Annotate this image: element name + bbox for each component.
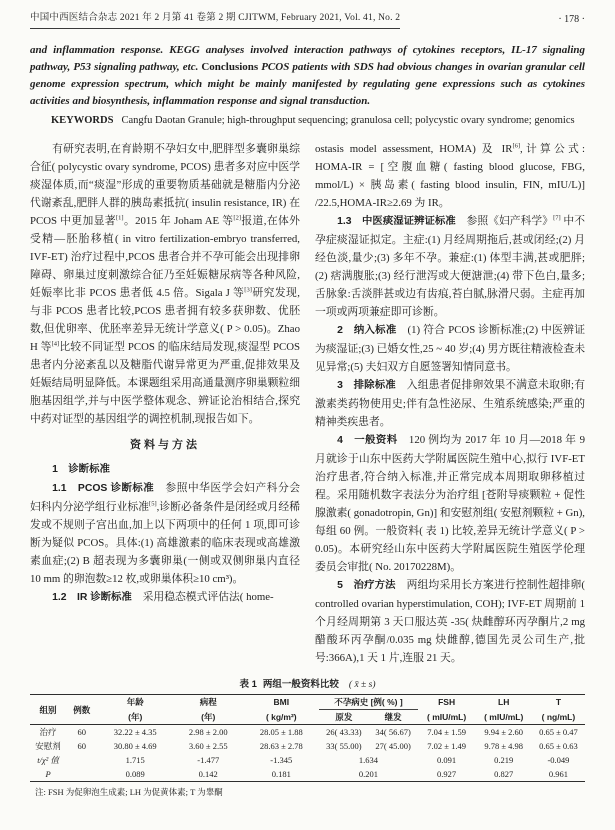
table-header-row-2 <box>30 710 585 725</box>
value-cell: 34( 56.67) <box>375 727 411 737</box>
keywords-line <box>30 112 585 129</box>
value-cell: 7.02 ± 1.49 <box>427 741 466 751</box>
value-cell: 7.04 ± 1.59 <box>427 727 466 737</box>
body-paragraph: 4 一般资料 120 例均为 2017 年 10 月—2018 年 9 月就诊于山东中医药大学附属医院生殖中心,拟行 IVF-ET 治疗患者,符合纳入标准,并正常完成本周期取卵移植过程。采用随机数字表法分为治疗组 [苍附导痰颗粒 + 促性腺激素( gonadotropin, Gn)] 和安慰剂组( 安慰剂颗粒 + Gn),每组 60 例。一般资料( 表 1) 比较,差异无统计学意义( P > 0.05)。本研究经山东中医药大学附属医院生殖医学伦理委员会审批( No. 20170228M)。 <box>315 434 586 573</box>
body-columns <box>30 140 585 667</box>
row-label-cell: 治疗 <box>39 727 57 737</box>
paragraph-lead: 1.1 PCOS 诊断标准 <box>52 483 155 494</box>
table-caption: 两组一般资料比较 <box>262 679 339 690</box>
col-header-duration: 病程 <box>199 697 217 708</box>
table-number: 表 1 <box>239 679 257 690</box>
table-body <box>30 725 585 782</box>
citation-ref: [2] <box>233 214 241 222</box>
citation-ref: [5] <box>149 500 157 508</box>
table-header <box>30 695 585 725</box>
left-column <box>30 140 300 667</box>
value-cell: 0.219 <box>494 755 514 765</box>
table-footnote: 注: FSH 为促卵泡生成素; LH 为促黄体素; T 为睾酮 <box>35 787 223 797</box>
paragraph-lead: 1.3 中医痰湿证辨证标准 <box>337 216 456 227</box>
keywords-label: KEYWORDS <box>51 115 114 126</box>
running-head <box>30 12 585 29</box>
value-cell: -1.345 <box>270 755 293 765</box>
value-cell: 30.80 ± 4.69 <box>113 741 157 751</box>
table-title <box>30 676 585 690</box>
table-row <box>30 739 585 753</box>
body-paragraph: 1.2 IR 诊断标准 采用稳态模式评估法( home- <box>52 591 274 603</box>
general-data-table <box>30 694 585 782</box>
col-header-fsh: FSH <box>438 697 456 708</box>
value-cell: 2.98 ± 2.00 <box>188 727 228 737</box>
journal-citation-line: 中国中西医结合杂志 2021 年 2 月第 41 卷第 2 期 CJITWM, February 2021, Vol. 41, No. 2 <box>30 12 400 29</box>
row-label-cell: P <box>45 769 51 779</box>
value-cell: 33( 55.00) <box>326 741 362 751</box>
value-cell: 0.65 ± 0.47 <box>539 727 578 737</box>
body-paragraph: 5 治疗方法 两组均采用长方案进行控制性超排卵( controlled ovarian hyperstimulation, COH); IVF-ET 周期前 1 个月经周期第 3 天口服达英 -35( 炔雌醇环丙孕酮片,2 mg 醋酸环丙孕酮/0.035 mg 炔雌醇,德国先灵公司生产,批号:366A),1 天 1 片,连服 21 天。 <box>315 579 585 664</box>
body-paragraph: 3 排除标准 入组患者促排卵效果不满意未取卵;有激素类药物使用史;伴有急性泌尿、生殖系统感染;严重的精神类疾患者。 <box>315 379 585 428</box>
body-paragraph: ostasis model assessment, HOMA) 及 IR[6],计算公式: HOMA-IR = [空腹血糖( fasting blood glucose, FBG, mmol/L) × 胰岛素( fasting blood insulin, FIN, mIU/L)] /22.5,HOMA-IR≥2.69 为 IR。 <box>315 142 585 209</box>
citation-ref: [1] <box>115 214 124 222</box>
col-header-age: 年龄 <box>126 697 144 708</box>
value-cell: 60 <box>77 741 86 751</box>
paragraph-lead: 1.2 IR 诊断标准 <box>52 592 132 603</box>
abstract-conclusions-label: Conclusions <box>201 61 259 73</box>
table-row <box>30 753 585 767</box>
body-paragraph: 有研究表明,在育龄期不孕妇女中,肥胖型多囊卵巢综合征( polycystic ovary syndrome, PCOS) 患者多对应中医学痰湿体质,而“痰湿”形成的重要物质基础就是糖脂内分泌代谢紊乱,肥胖人群的胰岛素抵抗( insulin resistance, IR) 在 PCOS 中更加显著[1]。2015 年 Joham AE 等[2]报道,在体外受精—胚胎移植( in vitro fertilization-embryo transferred, IVF-ET) 治疗过程中,PCOS 患者合并不孕可能会出现排卵障碍、卵巢过度刺激综合征乃至妊娠糖尿病等各种风险,妊娠率比非 PCOS 患者低 4.5 倍。Sigala J 等[3]研究发现,与非 PCOS 患者比较,PCOS 患者拥有较多获卵数、优胚数,但优卵率、优胚率差异无统计学意义( P > 0.05)。Zhao H 等[4]比较不同证型 PCOS 的临床结局发现,痰湿型 PCOS 患者内分泌紊乱以及糖脂代谢异常更为严重,促排效果及妊娠结局明显降低。本课题组采用高通量测序卵巢颗粒细胞基因组学,并与中医学整体观念、辨证论治相结合,探究中药对证型的基因组学的调控机制,现报告如下。 <box>30 143 301 425</box>
value-cell: 0.089 <box>125 769 145 779</box>
value-cell: -1.477 <box>197 755 220 765</box>
value-cell: 28.63 ± 2.78 <box>259 741 303 751</box>
value-cell <box>66 753 97 767</box>
row-label-cell: t/χ² 值 <box>37 755 59 765</box>
value-cell: 9.78 ± 4.98 <box>484 741 524 751</box>
paragraph-lead: 1 诊断标准 <box>52 464 110 475</box>
col-header-n: 例数 <box>73 704 91 715</box>
paragraph-lead: 4 一般资料 <box>337 435 398 446</box>
table1-section <box>30 676 585 798</box>
value-cell: 0.142 <box>198 769 218 779</box>
value-cell: 32.22 ± 4.35 <box>113 727 157 737</box>
citation-ref: [4] <box>51 340 60 348</box>
value-cell: 0.201 <box>358 769 379 779</box>
col-unit-bmi: ( kg/m²) <box>265 711 297 722</box>
paragraph-lead: 3 排除标准 <box>337 380 396 391</box>
citation-ref: [3] <box>244 286 252 294</box>
value-cell <box>66 767 97 782</box>
value-cell: 27( 45.00) <box>375 741 411 751</box>
value-cell: 26( 43.33) <box>326 727 362 737</box>
value-cell: 60 <box>77 727 86 737</box>
value-cell: 0.927 <box>437 769 457 779</box>
col-header-infertility-history: 不孕病史 [例( %) ] <box>319 695 417 710</box>
body-paragraph: 1.3 中医痰湿证辨证标准 参照《妇产科学》[7] 中不孕症痰湿证拟定。主症:(1) 月经周期拖后,甚或闭经;(2) 月经色淡,量少;(3) 多年不孕。兼症:(1) 体型丰满,甚或肥胖;(2) 痞满腹胀;(3) 经行泄泻或大便溏泄;(4) 带下色白,量多;舌脉象:舌淡胖甚或边有齿痕,苔白腻,脉滑尺弱。主症再加一项或两项兼症即可诊断。 <box>315 214 585 318</box>
paragraph-lead: 5 治疗方法 <box>337 580 396 591</box>
value-cell: 0.961 <box>548 769 568 779</box>
abstract-part1: and inflammation response. KEGG analyses involved interaction pathways of cytokines receptors, IL-17 signaling pathway, P53 signaling pathway, etc. <box>30 44 585 73</box>
col-unit-fsh: ( mIU/mL) <box>427 711 467 722</box>
keywords-text: Cangfu Daotan Granule; high-throughput sequencing; granulosa cell; polycystic ovary syndrome; genomics <box>121 115 575 126</box>
col-header-group: 组别 <box>39 704 57 715</box>
table-row <box>30 767 585 782</box>
col-header-t: T <box>555 697 562 708</box>
col-unit-t: ( ng/mL) <box>541 711 576 722</box>
body-paragraph: 1.1 PCOS 诊断标准 参照中华医学会妇产科分会妇科内分泌学组行业标准[5],诊断必备条件是闭经或月经稀发或不规则子宫出血,加上以下两项中的任何 1 项,即可诊断为疑似 PCOS。具体:(1) 高雄激素的临床表现或高雄激素血症;(2) B 超表现为多囊卵巢(一侧或双侧卵巢内直径 10 mm 的卵泡数≥12 枚,或卵巢体积≥10 cm³)。 <box>30 482 300 585</box>
body-paragraph: 2 纳入标准 (1) 符合 PCOS 诊断标准;(2) 中医辨证为痰湿证;(3) 已婚女性,25 ~ 40 岁;(4) 男方既往精液检查未见异常;(5) 夫妇双方自愿签署知情同意书。 <box>315 324 586 373</box>
col-header-primary: 原发 <box>335 712 353 722</box>
table-header-row-1 <box>30 695 585 710</box>
value-cell: 0.181 <box>271 769 291 779</box>
table-row <box>30 725 585 740</box>
citation-ref: [7] <box>553 214 561 222</box>
row-label-cell: 安慰剂 <box>35 741 61 751</box>
section-heading: 资料与方法 <box>130 439 200 451</box>
value-cell: 3.60 ± 2.55 <box>188 741 228 751</box>
col-unit-age: (年) <box>128 711 143 722</box>
col-unit-lh: ( mIU/mL) <box>484 711 524 722</box>
abstract-part2: PCOS patients with SDS had obvious changes in ovarian granular cell genome expression spectrum, which might be mainly manifested by regulating gene expressions such as cytokines activities and biosynthesis, inflammation response and signal transduction. <box>30 61 585 107</box>
value-cell: 1.634 <box>358 755 379 765</box>
body-paragraph <box>30 460 300 479</box>
value-cell: 9.94 ± 2.60 <box>484 727 524 737</box>
paragraph-lead: 2 纳入标准 <box>337 325 397 336</box>
page-number: · 178 · <box>558 14 585 25</box>
col-unit-duration: (年) <box>201 711 216 722</box>
value-cell: -0.049 <box>547 755 570 765</box>
abstract-text <box>30 42 585 110</box>
value-cell: 0.827 <box>494 769 514 779</box>
value-cell: 0.65 ± 0.63 <box>539 741 578 751</box>
value-cell: 0.091 <box>437 755 457 765</box>
right-column <box>315 140 585 667</box>
value-cell: 28.05 ± 1.88 <box>259 727 303 737</box>
citation-ref: [6] <box>512 142 521 150</box>
table-stat-note: ( x̄ ± s) <box>348 680 376 690</box>
col-header-secondary: 继发 <box>384 712 402 722</box>
col-header-bmi: BMI <box>273 697 290 708</box>
value-cell: 1.715 <box>125 755 145 765</box>
col-header-lh: LH <box>498 697 510 708</box>
